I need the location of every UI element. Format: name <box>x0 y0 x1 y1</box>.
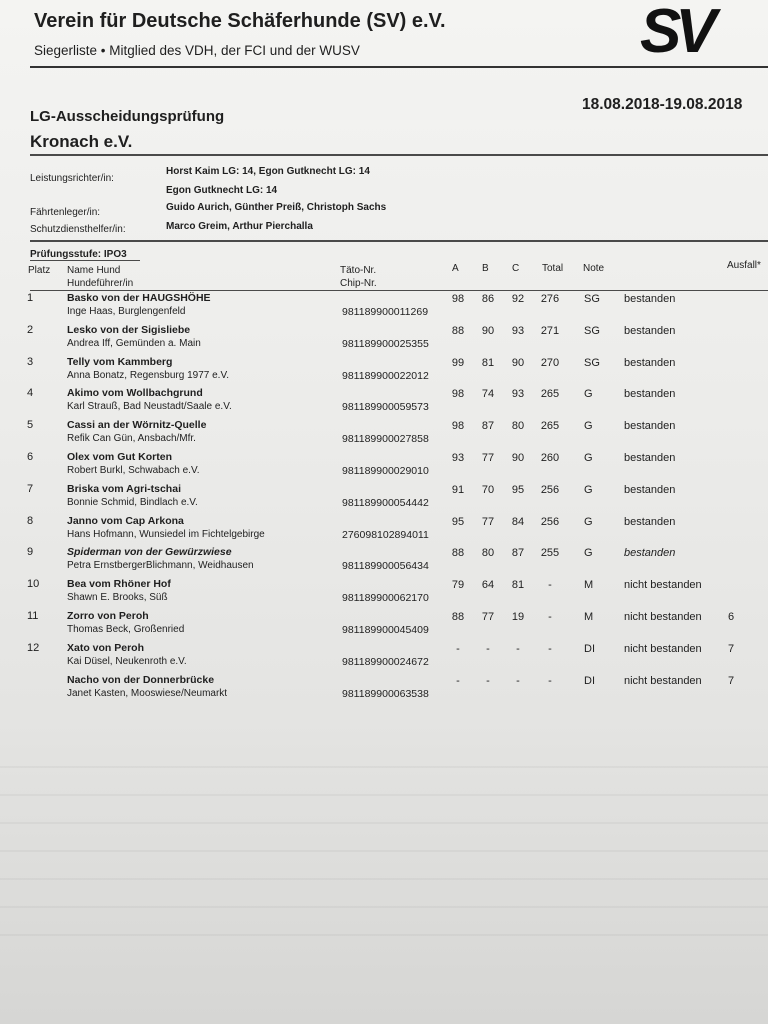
sv-logo-text: SV <box>640 2 711 58</box>
exam-level: Prüfungsstufe: IPO3 <box>30 249 127 260</box>
header-chip: Chip-Nr. <box>340 278 377 289</box>
row-chip: 981189900062170 <box>342 592 429 605</box>
level-rule <box>30 260 140 261</box>
row-note: SG <box>584 324 600 337</box>
row-result: bestanden <box>624 515 676 528</box>
row-chip: 981189900063538 <box>342 687 429 700</box>
row-note: DI <box>584 674 595 687</box>
row-handler: Anna Bonatz, Regensburg 1977 e.V. <box>67 369 229 381</box>
row-score-a: 88 <box>451 324 465 337</box>
row-chip: 981189900022012 <box>342 369 429 382</box>
row-note: G <box>584 547 593 560</box>
row-handler: Petra ErnstbergerBlichmann, Weidhausen <box>67 560 254 572</box>
row-note: SG <box>584 293 600 305</box>
row-dog-name: Bea vom Rhöner Hof <box>67 578 171 591</box>
header-note: Note <box>583 263 605 274</box>
row-dog-name: Cassi an der Wörnitz-Quelle <box>67 419 207 432</box>
row-total: - <box>548 611 552 623</box>
header-rule <box>30 66 768 68</box>
row-dog-name: Xato von Peroh <box>67 641 145 654</box>
row-handler: Andrea Iff, Gemünden a. Main <box>67 337 201 349</box>
judge-line1: Horst Kaim LG: 14, Egon Gutknecht LG: 14 <box>166 166 370 177</box>
row-place: 5 <box>27 419 34 432</box>
row-place: 8 <box>27 514 34 527</box>
row-result: bestanden <box>624 293 676 305</box>
row-handler: Kai Düsel, Neukenroth e.V. <box>67 655 187 667</box>
row-place: 1 <box>27 292 34 304</box>
row-result: bestanden <box>624 483 676 496</box>
row-score-c: 81 <box>511 579 525 592</box>
tracklayer-names: Guido Aurich, Günther Preiß, Christoph Sachs <box>166 202 387 213</box>
helper-names: Marco Greim, Arthur Pierchalla <box>166 221 313 232</box>
row-total: 256 <box>540 483 560 496</box>
row-result: bestanden <box>624 420 676 433</box>
paper-bleedthrough <box>0 740 768 940</box>
row-score-a: 79 <box>451 579 465 592</box>
row-dog-name: Janno vom Cap Arkona <box>67 514 184 527</box>
row-note: M <box>584 611 594 623</box>
row-handler: Karl Strauß, Bad Neustadt/Saale e.V. <box>67 401 232 413</box>
row-score-b: 64 <box>481 579 495 592</box>
header-handler: Hundeführer/in <box>67 278 134 289</box>
header-place: Platz <box>28 265 51 276</box>
row-score-c: 93 <box>511 324 525 337</box>
row-note: M <box>584 579 594 592</box>
row-score-a: 98 <box>451 420 465 433</box>
helper-label: Schutzdiensthelfer/in: <box>30 224 126 235</box>
row-score-c: 90 <box>511 452 525 464</box>
row-score-b: 77 <box>481 611 495 623</box>
sv-logo <box>640 2 728 58</box>
row-dog-name: Zorro von Peroh <box>67 610 149 622</box>
row-score-c: - <box>516 674 520 687</box>
row-result: bestanden <box>624 388 676 401</box>
judge-label: Leistungsrichter/in: <box>30 173 114 184</box>
row-dog-name: Lesko von der Sigisliebe <box>67 323 191 336</box>
row-result: nicht bestanden <box>624 642 702 655</box>
row-total: 276 <box>540 293 560 305</box>
row-result: bestanden <box>624 356 676 369</box>
row-total: 265 <box>540 388 560 401</box>
row-note: G <box>584 452 593 464</box>
row-place: 6 <box>27 451 34 463</box>
header-total: Total <box>542 263 564 274</box>
row-total: 270 <box>540 356 560 369</box>
row-result: nicht bestanden <box>624 611 702 623</box>
row-total: 255 <box>540 547 560 560</box>
row-score-b: 87 <box>481 420 495 433</box>
row-score-b: 77 <box>481 515 495 528</box>
row-score-a: - <box>456 674 460 687</box>
row-score-c: 92 <box>511 293 525 305</box>
row-note: G <box>584 420 593 433</box>
row-score-b: 90 <box>481 324 495 337</box>
association-title: Verein für Deutsche Schäferhunde (SV) e.V. <box>34 10 446 32</box>
row-total: 256 <box>540 515 560 528</box>
event-rule <box>30 154 768 156</box>
row-total: 271 <box>540 324 560 337</box>
event-club: Kronach e.V. <box>30 132 133 151</box>
row-chip: 981189900029010 <box>342 465 429 477</box>
row-score-b: - <box>486 674 490 687</box>
row-result: bestanden <box>624 324 676 337</box>
table-header-rule <box>30 290 768 291</box>
row-chip: 981189900054442 <box>342 496 429 509</box>
row-score-c: 80 <box>511 420 525 433</box>
row-result: bestanden <box>624 547 676 560</box>
row-chip: 981189900059573 <box>342 401 429 414</box>
row-handler: Bonnie Schmid, Bindlach e.V. <box>67 496 198 508</box>
row-score-b: 81 <box>481 356 495 369</box>
row-score-a: 91 <box>451 483 465 496</box>
row-place: 3 <box>27 355 34 368</box>
row-place: 2 <box>27 323 34 336</box>
row-total: 260 <box>540 452 560 464</box>
header-b: B <box>482 263 489 274</box>
row-ausfall: 7 <box>728 674 735 687</box>
row-score-c: 95 <box>511 483 525 496</box>
row-place: 9 <box>27 546 34 559</box>
officials-rule <box>30 240 768 242</box>
row-place: 7 <box>27 482 34 495</box>
row-handler: Thomas Beck, Großenried <box>67 624 185 635</box>
row-score-c: 93 <box>511 388 525 401</box>
row-chip: 981189900025355 <box>342 337 429 350</box>
event-date: 18.08.2018-19.08.2018 <box>582 96 743 113</box>
row-place: 11 <box>27 610 39 622</box>
row-note: G <box>584 388 593 401</box>
row-total: - <box>548 642 552 655</box>
row-score-b: 77 <box>481 452 495 464</box>
row-ausfall: 7 <box>728 642 735 655</box>
row-dog-name: Briska vom Agri-tschai <box>67 482 181 495</box>
row-chip: 276098102894011 <box>342 528 429 541</box>
row-score-b: 86 <box>481 293 495 305</box>
row-total: - <box>548 579 552 592</box>
row-dog-name: Telly vom Kammberg <box>67 355 173 368</box>
row-place: 12 <box>27 641 40 654</box>
row-score-a: - <box>456 642 460 655</box>
row-handler: Shawn E. Brooks, Süß <box>67 592 168 604</box>
row-score-b: 80 <box>481 547 495 560</box>
row-note: DI <box>584 642 595 655</box>
row-chip: 981189900056434 <box>342 560 429 573</box>
row-result: nicht bestanden <box>624 579 702 592</box>
row-score-c: 84 <box>511 515 525 528</box>
header-ausfall: Ausfall* <box>727 260 761 271</box>
association-subtitle: Siegerliste • Mitglied des VDH, der FCI und der WUSV <box>34 43 360 58</box>
row-score-a: 88 <box>451 611 465 623</box>
row-result: bestanden <box>624 452 676 464</box>
row-score-c: - <box>516 642 520 655</box>
row-score-a: 93 <box>451 452 465 464</box>
row-place: 4 <box>27 387 34 400</box>
row-score-a: 99 <box>451 356 465 369</box>
row-dog-name: Spiderman von der Gewürzwiese <box>67 546 232 559</box>
header-c: C <box>512 263 520 274</box>
row-score-a: 88 <box>451 547 465 560</box>
row-place: 10 <box>27 578 40 591</box>
row-total: - <box>548 674 552 687</box>
judge-line2: Egon Gutknecht LG: 14 <box>166 185 278 196</box>
row-result: nicht bestanden <box>624 674 702 687</box>
row-handler: Refik Can Gün, Ansbach/Mfr. <box>67 433 196 445</box>
row-handler: Hans Hofmann, Wunsiedel im Fichtelgebirge <box>67 528 265 540</box>
header-name: Name Hund <box>67 265 121 276</box>
row-handler: Inge Haas, Burglengenfeld <box>67 306 186 317</box>
row-handler: Janet Kasten, Mooswiese/Neumarkt <box>67 687 228 699</box>
row-score-c: 90 <box>511 356 525 369</box>
event-name: LG-Ausscheidungsprüfung <box>30 108 225 125</box>
row-chip: 981189900045409 <box>342 624 429 636</box>
row-chip: 981189900011269 <box>342 306 429 318</box>
row-dog-name: Basko von der HAUGSHÖHE <box>67 292 211 304</box>
row-note: G <box>584 483 593 496</box>
row-note: G <box>584 515 593 528</box>
row-score-b: - <box>486 642 490 655</box>
row-dog-name: Akimo vom Wollbachgrund <box>67 387 203 400</box>
row-handler: Robert Burkl, Schwabach e.V. <box>67 465 200 476</box>
tracklayer-label: Fährtenleger/in: <box>30 207 101 218</box>
row-score-a: 95 <box>451 515 465 528</box>
row-note: SG <box>584 356 600 369</box>
row-score-c: 19 <box>511 611 525 623</box>
row-ausfall: 6 <box>728 611 735 623</box>
header-tattoo: Täto-Nr. <box>340 265 377 276</box>
row-score-b: 70 <box>481 483 495 496</box>
row-score-c: 87 <box>511 547 525 560</box>
row-score-a: 98 <box>451 293 465 305</box>
row-dog-name: Nacho von der Donnerbrücke <box>67 673 215 686</box>
row-total: 265 <box>540 420 560 433</box>
row-score-b: 74 <box>481 388 495 401</box>
header-a: A <box>452 263 459 274</box>
row-chip: 981189900027858 <box>342 433 429 446</box>
row-dog-name: Olex vom Gut Korten <box>67 451 173 463</box>
row-chip: 981189900024672 <box>342 655 429 668</box>
row-score-a: 98 <box>451 388 465 401</box>
